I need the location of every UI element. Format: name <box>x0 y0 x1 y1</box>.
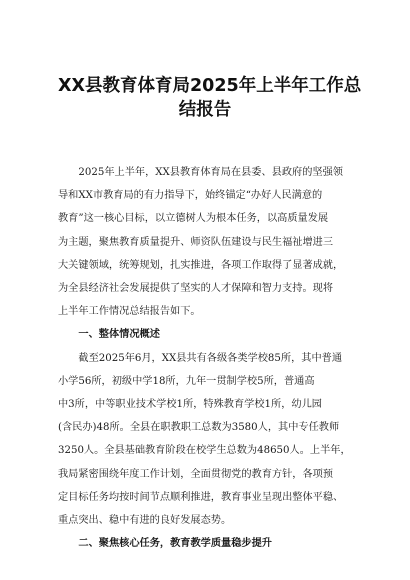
section1-line: 截至2025年6月，XX县共有各级各类学校85所，其中普通 <box>78 352 343 364</box>
title-line-1: XX县教育体育局2025年上半年工作总 <box>58 76 362 96</box>
intro-line: 为主题，聚焦教育质量提升、师资队伍建设与民生福祉增进三 <box>58 236 334 248</box>
section1-line: (含民办)48所。全县在职教职工总数为3580人，其中专任教师 <box>58 422 340 434</box>
section1-line: 定目标任务均按时间节点顺利推进，教育事业呈现出整体平稳、 <box>58 491 344 503</box>
section1-line: 重点突出、稳中有进的良好发展态势。 <box>58 515 232 527</box>
intro-line: 导和XX市教育局的有力指导下，始终锚定“办好人民满意的 <box>58 190 323 202</box>
document-title <box>58 74 362 122</box>
intro-paragraph <box>58 161 352 323</box>
intro-line: 2025年上半年，XX县教育体育局在县委、县政府的坚强领 <box>78 167 343 178</box>
section1-line: 3250人。全县基础教育阶段在校学生总数为48650人。上半年， <box>58 445 351 457</box>
section-heading-2: 二、聚焦核心任务，教育教学质量稳步提升 <box>78 538 272 550</box>
intro-line: 大关键领域，统筹规划，扎实推进，各项工作取得了显著成就， <box>58 259 344 271</box>
intro-line: 教育”这一核心目标，以立德树人为根本任务，以高质量发展 <box>58 213 329 225</box>
section1-paragraph <box>58 347 352 533</box>
intro-line: 上半年工作情况总结报告如下。 <box>58 306 201 318</box>
section1-line: 我局紧密围绕年度工作计划，全面贯彻党的教育方针，各项预 <box>58 468 334 480</box>
section1-line: 中3所，中等职业技术学校1所，特殊教育学校1所，幼儿园 <box>58 399 322 411</box>
section-heading-1: 一、整体情况概述 <box>78 329 160 341</box>
document-body <box>58 161 352 555</box>
intro-line: 为全县经济社会发展提供了坚实的人才保障和智力支持。现将 <box>58 283 334 295</box>
section1-line: 小学56所，初级中学18所，九年一贯制学校5所，普通高 <box>58 375 315 387</box>
title-line-2: 结报告 <box>178 100 232 120</box>
